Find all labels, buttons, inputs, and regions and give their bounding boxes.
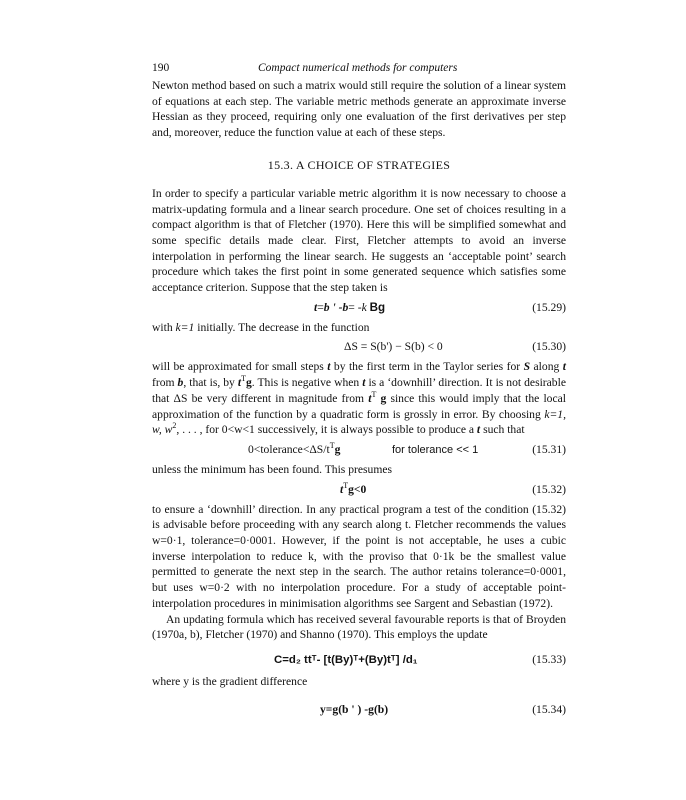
equation-15-30: ΔS = S(b') − S(b) < 0 (15.30) [344,340,566,354]
page-number: 190 [152,62,170,74]
intro-paragraph: Newton method based on such a matrix would still require the solution of a linear system of equations at each step. The variable metric methods generate an approximate inverse Hessian as they proceed, requiring only one evaluation of the first derivatives per step and, moreover, reduce the function value at each of these steps. [152,79,566,140]
update-paragraph: An updating formula which has received several favourable reports is that of Broyden (1970a, b), Fletcher (1970) and Shanno (1970). This employs the update [152,612,566,642]
page [152,62,566,722]
equation-number: (15.30) [532,340,566,354]
running-title: Compact numerical methods for computers [258,62,458,74]
equation-15-29: t=b ' -b= -k Bg (15.29) [314,300,566,314]
equation-15-32: $t^Tg<0$ (15.32) [340,480,566,496]
taylor-paragraph: will be approximated for small steps t by the first term in the Taylor series for S along t from b, that is, by $t^Tg$. This is negative when t is a ‘downhill’ direction. It is not desirable that ΔS be very different in magnitude from $t^T$ g since this would imply that the local approximation of the function by a quadratic form is grossly in error. By choosing k=1, w, $w^2$, . . . , for 0<w<1 successively, it is always possible to produce a t such that [152,360,566,437]
equation-15-33: C=d₂ ttᵀ- [t(By)ᵀ+(By)tᵀ] /d₁ (15.33) [274,652,566,666]
equation-number: (15.32) [532,482,566,496]
equation-number: (15.33) [532,652,566,666]
choice-paragraph: In order to specify a particular variable metric algorithm it is now necessary to choose a matrix-updating formula and a linear search procedure. One set of choices resulting in a compact algorithm is that of Fletcher (1970). Here this will be simplified somewhat and some specific details made clear. First, Fletcher attempts to avoid an inverse interpolation in performing the linear search. He suggests an ‘acceptable point’ search procedure which takes the first point in some generated sequence which satisfies some acceptance criterion. Suppose that the step taken is [152,186,566,295]
equation-number: (15.34) [532,702,566,716]
unless-line: unless the minimum has been found. This presumes [152,462,393,476]
equation-15-34: y=g(b ' ) -g(b) (15.34) [320,702,566,716]
equation-number: (15.31) [532,442,566,456]
test-paragraph: to ensure a ‘downhill’ direction. In any practical program a test of the condition (15.32) is advisable before proceeding with any search along t. Fletcher recommends the values w=0·1, tolerance=0·0001. However, if the point is not acceptable, he uses a cubic inverse interpolation to reduce k, with the proviso that 0·1k be the smallest value permitted to generate the next step in the search. The author retains tolerance=0·0001, but uses w=0·2 with no interpolation procedure. For a study of acceptable point-interpolation procedures in minimisation algorithms see Sargent and Sebastian (1972). [152,502,566,610]
section-heading: 15.3. A CHOICE OF STRATEGIES [267,157,451,172]
equation-15-31: $0<tolerance<\Delta S/t^Tg$ for tolerance << 1 (15.31) [248,441,566,456]
equation-number: (15.29) [532,300,566,314]
with-k-line: with k=1 initially. The decrease in the function [152,320,370,334]
where-y-line: where y is the gradient difference [152,674,308,688]
page-header [152,62,566,78]
